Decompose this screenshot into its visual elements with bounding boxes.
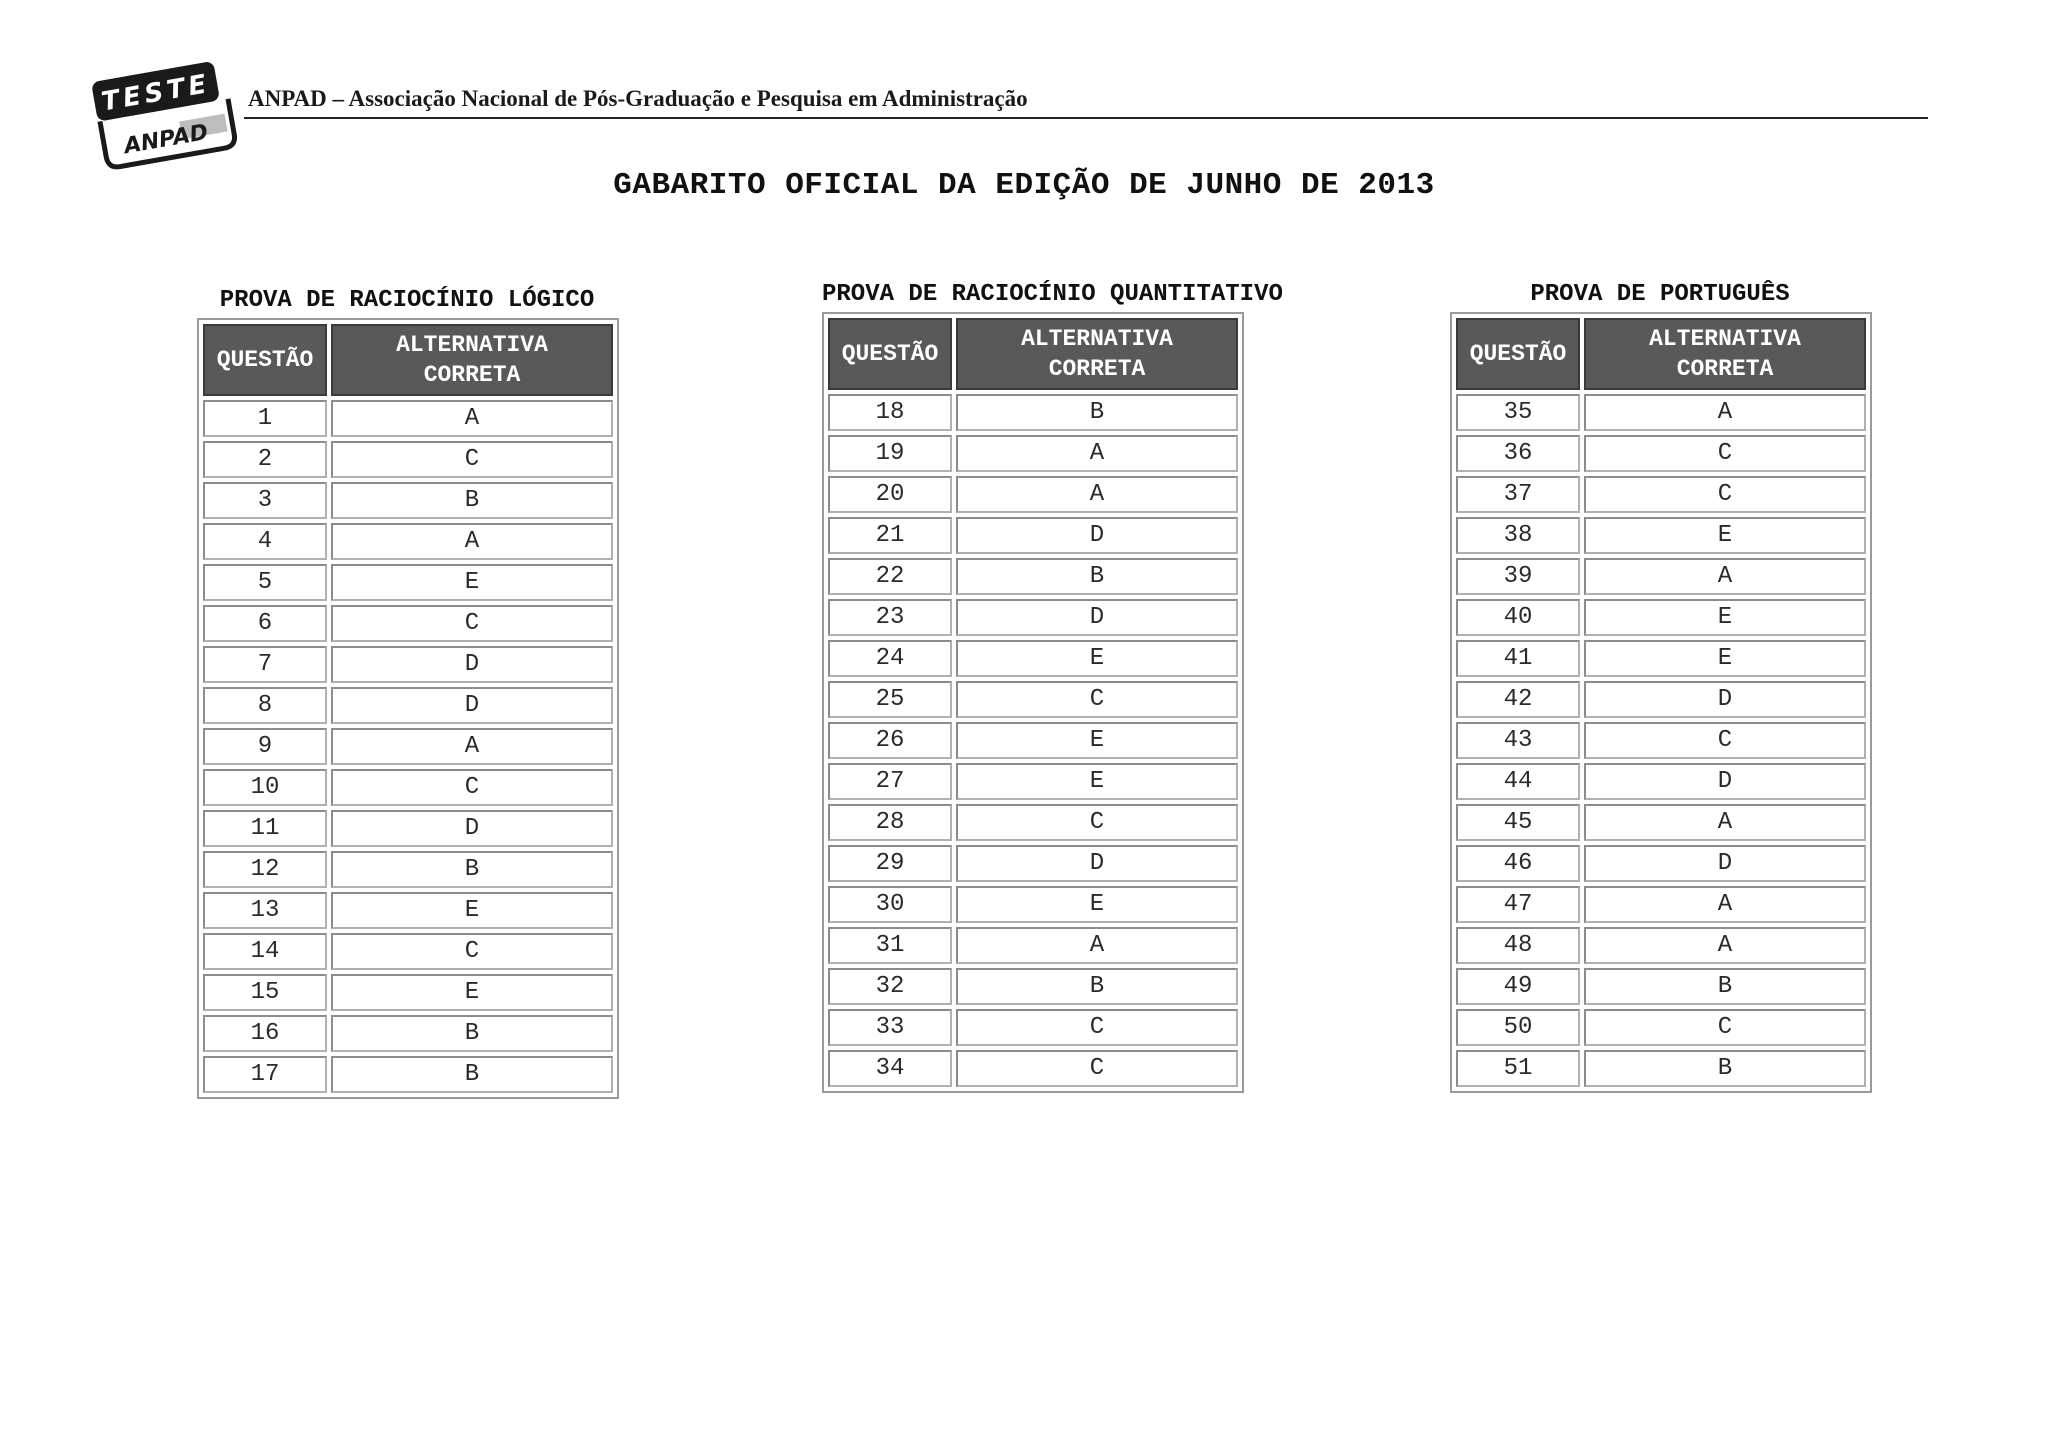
teste-anpad-logo [90, 56, 240, 174]
correct-answer: E [331, 564, 613, 601]
question-number: 35 [1456, 394, 1580, 431]
table-row [1456, 599, 1866, 636]
question-number: 48 [1456, 927, 1580, 964]
correct-answer: E [956, 640, 1238, 677]
correct-answer: E [1584, 517, 1866, 554]
correct-answer: E [956, 763, 1238, 800]
section-raciocinio-quantitativo [822, 280, 1282, 1093]
correct-answer: B [331, 1015, 613, 1052]
section-title: PROVA DE RACIOCÍNIO QUANTITATIVO [822, 281, 1283, 308]
table-row [203, 974, 613, 1011]
question-number: 19 [828, 435, 952, 472]
table-row [203, 728, 613, 765]
correct-answer: B [956, 968, 1238, 1005]
question-number: 20 [828, 476, 952, 513]
correct-answer: D [956, 845, 1238, 882]
question-number: 21 [828, 517, 952, 554]
correct-answer: E [956, 886, 1238, 923]
correct-answer: C [956, 681, 1238, 718]
correct-answer: A [956, 435, 1238, 472]
table-row [1456, 1009, 1866, 1046]
column-header-answer [956, 318, 1238, 390]
correct-answer: A [331, 400, 613, 437]
question-number: 15 [203, 974, 327, 1011]
table-row [828, 517, 1238, 554]
correct-answer: E [331, 892, 613, 929]
table-row [828, 886, 1238, 923]
correct-answer: A [1584, 558, 1866, 595]
question-number: 17 [203, 1056, 327, 1093]
question-number: 6 [203, 605, 327, 642]
table-row [1456, 886, 1866, 923]
question-number: 2 [203, 441, 327, 478]
question-number: 12 [203, 851, 327, 888]
page-title: GABARITO OFICIAL DA EDIÇÃO DE JUNHO DE 2013 [613, 168, 1435, 203]
question-number: 34 [828, 1050, 952, 1087]
column-header-answer-line2: CORRETA [1048, 356, 1146, 382]
correct-answer: B [1584, 968, 1866, 1005]
question-number: 14 [203, 933, 327, 970]
table-row [828, 435, 1238, 472]
table-row [203, 892, 613, 929]
table-row [203, 564, 613, 601]
table-row [1456, 640, 1866, 677]
question-number: 50 [1456, 1009, 1580, 1046]
table-row [203, 482, 613, 519]
correct-answer: A [956, 476, 1238, 513]
column-header-question: QUESTÃO [1456, 318, 1580, 390]
table-row [828, 722, 1238, 759]
question-number: 44 [1456, 763, 1580, 800]
question-number: 7 [203, 646, 327, 683]
question-number: 46 [1456, 845, 1580, 882]
question-number: 22 [828, 558, 952, 595]
correct-answer: C [956, 1050, 1238, 1087]
correct-answer: C [1584, 1009, 1866, 1046]
correct-answer: D [956, 599, 1238, 636]
question-number: 33 [828, 1009, 952, 1046]
question-number: 45 [1456, 804, 1580, 841]
section-title: PROVA DE PORTUGUÊS [1530, 281, 1790, 308]
correct-answer: A [1584, 927, 1866, 964]
correct-answer: D [331, 810, 613, 847]
org-header: ANPAD – Associação Nacional de Pós-Graduação e Pesquisa em Administração [248, 86, 1028, 111]
question-number: 23 [828, 599, 952, 636]
table-row [828, 476, 1238, 513]
question-number: 10 [203, 769, 327, 806]
question-number: 25 [828, 681, 952, 718]
correct-answer: C [1584, 476, 1866, 513]
svg-text:ANPAD: ANPAD [122, 119, 211, 160]
correct-answer: B [956, 558, 1238, 595]
table-row [828, 1009, 1238, 1046]
table-row [1456, 681, 1866, 718]
correct-answer: D [1584, 681, 1866, 718]
question-number: 32 [828, 968, 952, 1005]
question-number: 4 [203, 523, 327, 560]
question-number: 26 [828, 722, 952, 759]
question-number: 9 [203, 728, 327, 765]
question-number: 1 [203, 400, 327, 437]
table-row [203, 1015, 613, 1052]
question-number: 38 [1456, 517, 1580, 554]
correct-answer: C [1584, 722, 1866, 759]
correct-answer: B [331, 482, 613, 519]
correct-answer: C [331, 605, 613, 642]
table-row [828, 681, 1238, 718]
correct-answer: B [331, 851, 613, 888]
correct-answer: C [1584, 435, 1866, 472]
table-row [203, 646, 613, 683]
section-raciocinio-logico [197, 286, 657, 1099]
question-number: 24 [828, 640, 952, 677]
section-portugues [1450, 280, 1910, 1093]
column-header-answer-line1: ALTERNATIVA [1021, 326, 1173, 352]
table-row [203, 441, 613, 478]
column-header-answer-line2: CORRETA [1676, 356, 1774, 382]
question-number: 51 [1456, 1050, 1580, 1087]
table-row [1456, 968, 1866, 1005]
table-row [828, 845, 1238, 882]
question-number: 11 [203, 810, 327, 847]
correct-answer: B [331, 1056, 613, 1093]
question-number: 3 [203, 482, 327, 519]
table-row [828, 927, 1238, 964]
correct-answer: A [1584, 804, 1866, 841]
table-row [1456, 435, 1866, 472]
correct-answer: D [956, 517, 1238, 554]
answer-table [1450, 312, 1872, 1093]
table-row [828, 763, 1238, 800]
question-number: 43 [1456, 722, 1580, 759]
table-row [203, 851, 613, 888]
question-number: 30 [828, 886, 952, 923]
correct-answer: A [1584, 394, 1866, 431]
table-row [1456, 722, 1866, 759]
question-number: 41 [1456, 640, 1580, 677]
correct-answer: D [1584, 763, 1866, 800]
question-number: 29 [828, 845, 952, 882]
table-row [1456, 927, 1866, 964]
table-row [1456, 517, 1866, 554]
correct-answer: B [956, 394, 1238, 431]
table-row [1456, 804, 1866, 841]
question-number: 28 [828, 804, 952, 841]
question-number: 40 [1456, 599, 1580, 636]
column-header-answer-line1: ALTERNATIVA [396, 332, 548, 358]
question-number: 49 [1456, 968, 1580, 1005]
table-row [203, 687, 613, 724]
column-header-answer [1584, 318, 1866, 390]
table-row [203, 769, 613, 806]
correct-answer: A [331, 523, 613, 560]
question-number: 13 [203, 892, 327, 929]
table-row [203, 605, 613, 642]
correct-answer: D [331, 687, 613, 724]
question-number: 18 [828, 394, 952, 431]
correct-answer: C [956, 1009, 1238, 1046]
table-row [1456, 1050, 1866, 1087]
table-row [1456, 476, 1866, 513]
correct-answer: C [331, 769, 613, 806]
table-row [828, 640, 1238, 677]
correct-answer: C [331, 441, 613, 478]
question-number: 5 [203, 564, 327, 601]
correct-answer: C [956, 804, 1238, 841]
correct-answer: B [1584, 1050, 1866, 1087]
correct-answer: A [1584, 886, 1866, 923]
question-number: 16 [203, 1015, 327, 1052]
correct-answer: E [1584, 599, 1866, 636]
column-header-question: QUESTÃO [828, 318, 952, 390]
question-number: 36 [1456, 435, 1580, 472]
column-header-answer-line1: ALTERNATIVA [1649, 326, 1801, 352]
question-number: 27 [828, 763, 952, 800]
question-number: 39 [1456, 558, 1580, 595]
table-row [828, 394, 1238, 431]
table-row [1456, 394, 1866, 431]
section-title: PROVA DE RACIOCÍNIO LÓGICO [219, 287, 595, 314]
table-row [828, 804, 1238, 841]
question-number: 42 [1456, 681, 1580, 718]
question-number: 8 [203, 687, 327, 724]
answer-table [197, 318, 619, 1099]
question-number: 47 [1456, 886, 1580, 923]
correct-answer: A [331, 728, 613, 765]
table-row [828, 599, 1238, 636]
column-header-question: QUESTÃO [203, 324, 327, 396]
table-row [203, 1056, 613, 1093]
correct-answer: E [956, 722, 1238, 759]
correct-answer: D [331, 646, 613, 683]
correct-answer: A [956, 927, 1238, 964]
table-row [203, 400, 613, 437]
table-row [828, 968, 1238, 1005]
table-row [203, 523, 613, 560]
column-header-answer [331, 324, 613, 396]
table-row [1456, 558, 1866, 595]
table-row [1456, 845, 1866, 882]
table-row [203, 933, 613, 970]
svg-text:TESTE: TESTE [99, 68, 213, 118]
table-row [1456, 763, 1866, 800]
correct-answer: E [1584, 640, 1866, 677]
table-row [203, 810, 613, 847]
correct-answer: D [1584, 845, 1866, 882]
correct-answer: E [331, 974, 613, 1011]
question-number: 31 [828, 927, 952, 964]
column-header-answer-line2: CORRETA [423, 362, 521, 388]
table-row [828, 1050, 1238, 1087]
correct-answer: C [331, 933, 613, 970]
answer-table [822, 312, 1244, 1093]
header-rule [244, 117, 1928, 119]
table-row [828, 558, 1238, 595]
question-number: 37 [1456, 476, 1580, 513]
